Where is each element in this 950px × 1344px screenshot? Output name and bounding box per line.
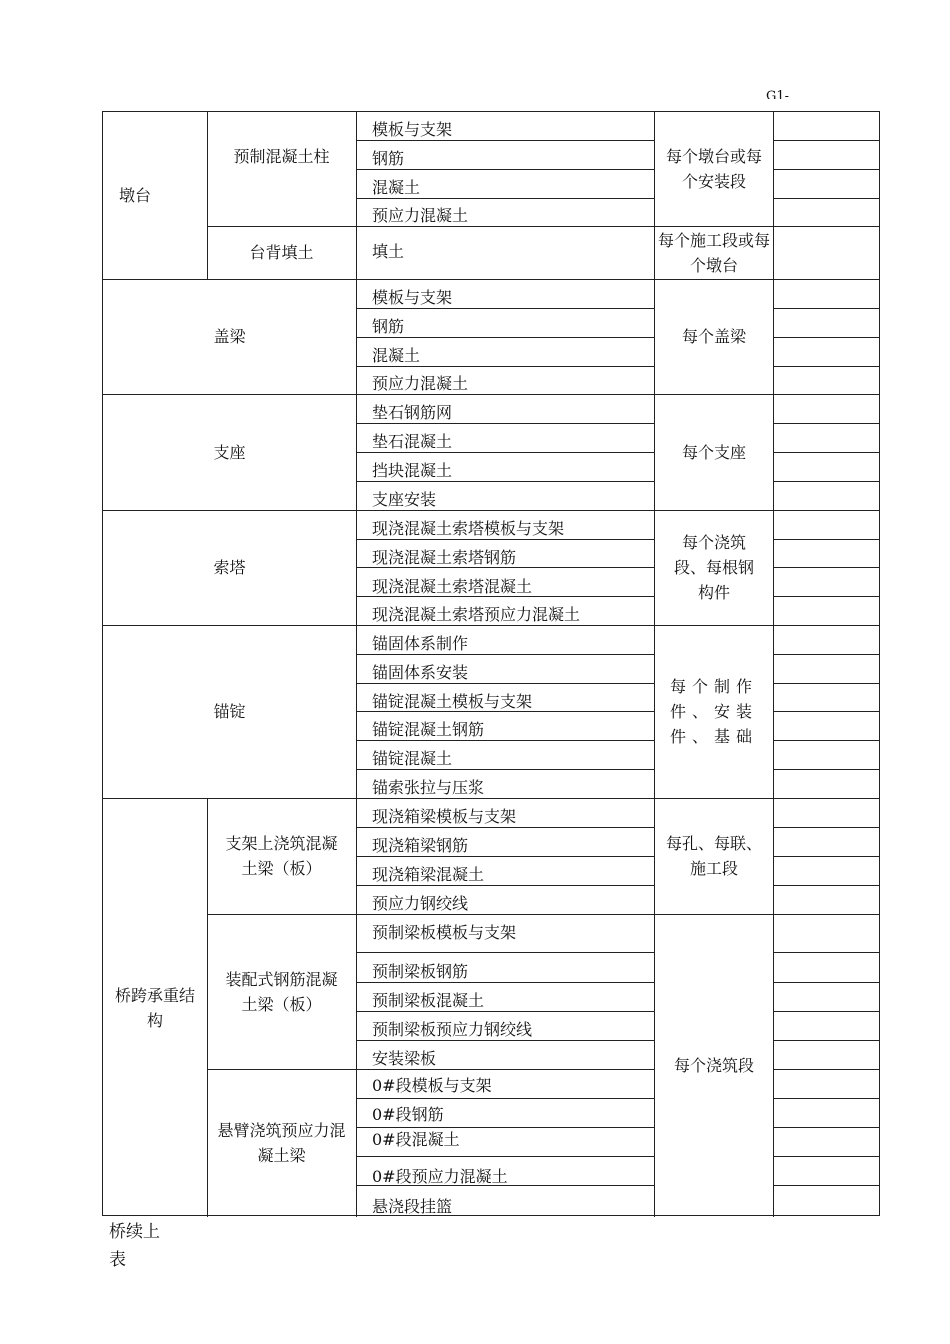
footer-line-2: 表 xyxy=(109,1250,126,1270)
unit-cap-beam: 每个盖梁 xyxy=(681,327,746,346)
item-fill: 填土 xyxy=(372,242,405,261)
item-box-girder-rebar: 现浇箱梁钢筋 xyxy=(372,836,469,855)
item-rebar: 钢筋 xyxy=(372,317,405,336)
subgroup-name-cantilever-cast: 悬臂浇筑预应力混凝土梁 xyxy=(217,1121,346,1165)
item-pad-concrete: 垫石混凝土 xyxy=(372,432,453,451)
item-pylon-rebar: 现浇混凝土索塔钢筋 xyxy=(372,548,517,567)
item-prestressed-concrete: 预应力混凝土 xyxy=(372,206,469,225)
section-name-pier: 墩台 xyxy=(118,186,151,205)
item-segment0-prestressed: 0#段预应力混凝土 xyxy=(372,1167,508,1186)
item-segment0-formwork: 0#段模板与支架 xyxy=(372,1076,492,1095)
unit-pylon: 每个浇筑段、每根钢构件 xyxy=(673,533,754,602)
item-pad-rebar-mesh: 垫石钢筋网 xyxy=(372,403,453,422)
inspection-table xyxy=(102,111,880,1216)
item-anchorage-concrete: 锚锭混凝土 xyxy=(372,749,453,768)
item-pylon-concrete: 现浇混凝土索塔混凝土 xyxy=(372,577,533,596)
item-box-girder-concrete: 现浇箱梁混凝土 xyxy=(372,865,485,884)
unit-pier: 每个墩台或每个安装段 xyxy=(666,147,763,191)
page-code: G1- xyxy=(766,89,790,99)
unit-anchorage: 每个制作件、安装件、基础 xyxy=(669,677,758,746)
item-precast-rebar: 预制梁板钢筋 xyxy=(372,962,469,981)
section-name-bearing: 支座 xyxy=(213,442,246,462)
item-pylon-formwork: 现浇混凝土索塔模板与支架 xyxy=(372,519,565,538)
item-form-traveler: 悬浇段挂篮 xyxy=(372,1197,453,1216)
item-precast-concrete: 预制梁板混凝土 xyxy=(372,991,485,1010)
item-stopper-concrete: 挡块混凝土 xyxy=(372,461,453,480)
item-concrete: 混凝土 xyxy=(372,178,421,197)
section-name-span-structure: 桥跨承重结构 xyxy=(114,985,195,1030)
section-name-pylon: 索塔 xyxy=(213,558,246,577)
section-name-anchorage: 锚锭 xyxy=(213,702,246,721)
footer-note xyxy=(109,1218,160,1274)
item-concrete: 混凝土 xyxy=(372,346,421,365)
item-box-girder-formwork: 现浇箱梁模板与支架 xyxy=(372,807,517,826)
item-segment0-rebar: 0#段钢筋 xyxy=(372,1105,444,1124)
unit-casting-segment: 每个浇筑段 xyxy=(673,1056,754,1075)
footer-line-1: 桥续上 xyxy=(109,1222,160,1242)
item-cable-tension-grouting: 锚索张拉与压浆 xyxy=(372,778,485,797)
item-rebar: 钢筋 xyxy=(372,149,405,168)
item-formwork: 模板与支架 xyxy=(372,288,453,307)
item-prestress-strand: 预应力钢绞线 xyxy=(372,894,469,913)
item-formwork: 模板与支架 xyxy=(372,120,453,139)
item-segment0-concrete: 0#段混凝土 xyxy=(372,1130,460,1149)
subgroup-name-precast-column: 预制混凝土柱 xyxy=(233,146,330,166)
item-anchor-fabrication: 锚固体系制作 xyxy=(372,634,469,653)
unit-bearing: 每个支座 xyxy=(681,442,746,462)
unit-backfill: 每个施工段或每个墩台 xyxy=(658,230,771,275)
item-precast-formwork: 预制梁板模板与支架 xyxy=(372,923,517,942)
subgroup-name-backfill: 台背填土 xyxy=(249,243,314,262)
item-girder-install: 安装梁板 xyxy=(372,1049,437,1068)
item-anchorage-rebar: 锚锭混凝土钢筋 xyxy=(372,720,485,739)
section-name-cap-beam: 盖梁 xyxy=(213,327,246,346)
item-precast-prestress: 预制梁板预应力钢绞线 xyxy=(372,1020,533,1039)
subgroup-name-precast-assembled: 装配式钢筋混凝土梁（板） xyxy=(225,969,338,1014)
item-prestressed-concrete: 预应力混凝土 xyxy=(372,374,469,393)
item-anchor-install: 锚固体系安装 xyxy=(372,663,469,682)
item-anchorage-formwork: 锚锭混凝土模板与支架 xyxy=(372,692,533,711)
subgroup-name-cast-on-support: 支架上浇筑混凝土梁（板） xyxy=(225,834,338,878)
unit-cast-on-support: 每孔、每联、施工段 xyxy=(665,834,762,878)
item-bearing-install: 支座安装 xyxy=(372,490,437,509)
item-pylon-prestressed: 现浇混凝土索塔预应力混凝土 xyxy=(372,605,581,624)
